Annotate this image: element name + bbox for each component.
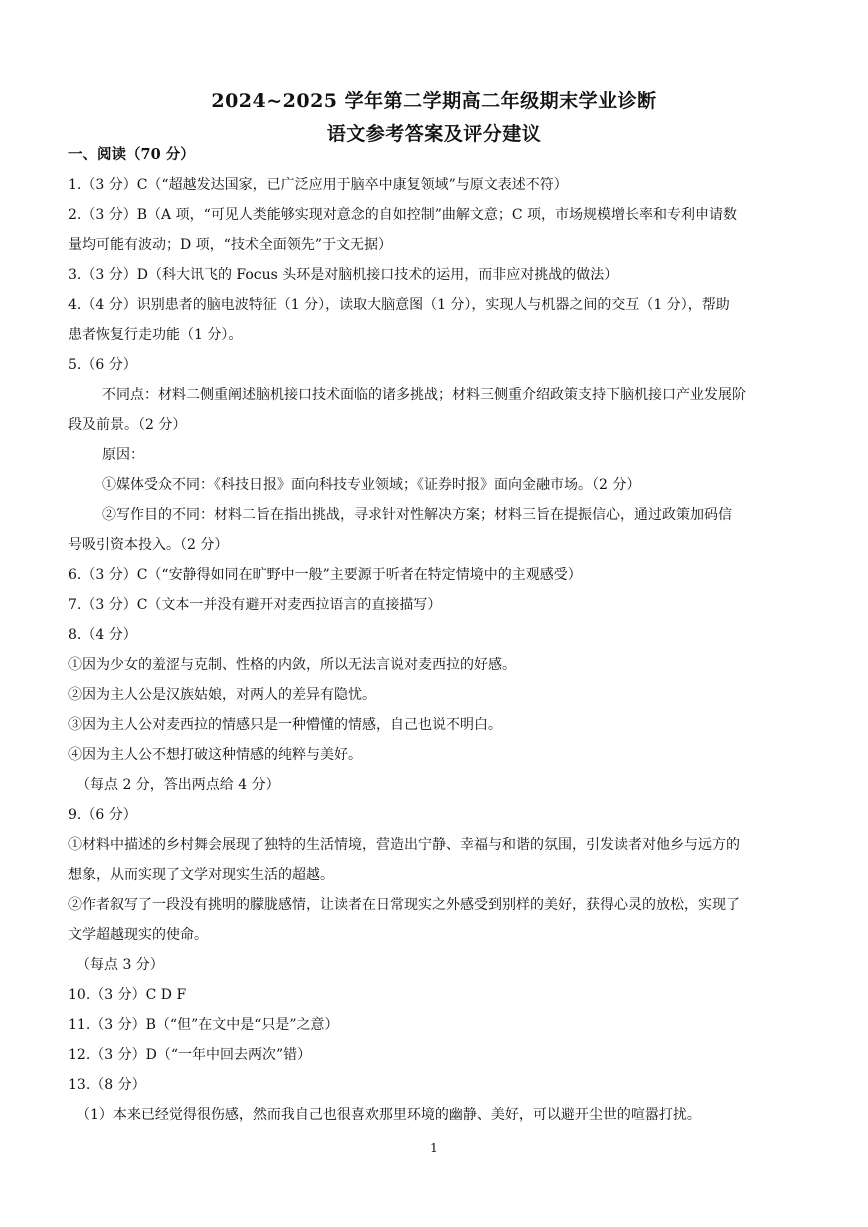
answer-line: ②写作目的不同：材料二旨在指出挑战，寻求针对性解决方案；材料三旨在提振信心，通过政策加码信 [102,507,732,523]
answer-line: 8.（4 分） [68,627,137,643]
answer-line: 9.（6 分） [68,807,137,823]
answer-line: ①媒体受众不同：《科技日报》面向科技专业领域；《证券时报》面向金融市场。（2 分） [102,477,641,493]
answer-line: 3.（3 分）D（科大讯飞的 Focus 头环是对脑机接口技术的运用，而非应对挑战的做法） [68,267,619,283]
answer-line: 12.（3 分）D（“一年中回去两次”错） [68,1047,312,1063]
page-number: 1 [430,1141,438,1155]
answer-line: 患者恢复行走功能（1 分）。 [68,327,243,343]
answer-line: 原因： [102,447,144,463]
answer-line: （每点 3 分） [76,957,164,973]
answer-line: ③因为主人公对麦西拉的情感只是一种懵懂的情感，自己也说不明白。 [68,717,502,733]
answer-line: 10.（3 分）C D F [68,987,187,1003]
section-heading-reading: 一、阅读（70 分） [68,146,195,163]
answer-line: 1.（3 分）C（“超越发达国家，已广泛应用于脑卒中康复领域”与原文表述不符） [68,177,568,193]
answer-line: 量均可能有波动；D 项，“技术全面领先”于文无据） [68,237,392,253]
answer-line: ②作者叙写了一段没有挑明的朦胧感情，让读者在日常现实之外感受到别样的美好，获得心灵的放松，实现了 [68,897,740,913]
answer-line: 想象，从而实现了文学对现实生活的超越。 [68,867,334,883]
answer-line: ①材料中描述的乡村舞会展现了独特的生活情境，营造出宁静、幸福与和谐的氛围，引发读者对他乡与远方的 [68,837,740,853]
answer-line: 段及前景。（2 分） [68,417,187,433]
answer-line: ①因为少女的羞涩与克制、性格的内敛，所以无法言说对麦西拉的好感。 [68,657,516,673]
answer-line: 11.（3 分）B（“但”在文中是“只是”之意） [68,1017,339,1033]
answer-line: 不同点：材料二侧重阐述脑机接口技术面临的诸多挑战；材料三侧重介绍政策支持下脑机接口产业发展阶 [102,387,746,403]
answer-line: 2.（3 分）B（A 项，“可见人类能够实现对意念的自如控制”曲解文意；C 项，市场规模增长率和专利申请数 [68,207,738,223]
answer-line: 4.（4 分）识别患者的脑电波特征（1 分），读取大脑意图（1 分），实现人与机器之间的交互（1 分），帮助 [68,297,730,313]
answer-line: 5.（6 分） [68,357,137,373]
answer-line: 6.（3 分）C（“安静得如同在旷野中一般”主要源于听者在特定情境中的主观感受） [68,567,582,583]
answer-line: 文学超越现实的使命。 [68,927,208,943]
answer-line: 7.（3 分）C（文本一并没有避开对麦西拉语言的直接描写） [68,597,442,613]
answer-line: （1）本来已经觉得很伤感，然而我自己也很喜欢那里环境的幽静、美好，可以避开尘世的喧嚣打扰。 [76,1107,701,1123]
page-title: 2024~2025 学年第二学期高二年级期末学业诊断 [211,90,657,112]
answer-line: 号吸引资本投入。（2 分） [68,537,229,553]
answer-line: ④因为主人公不想打破这种情感的纯粹与美好。 [68,747,362,763]
page-subtitle: 语文参考答案及评分建议 [326,123,542,145]
answer-line: ②因为主人公是汉族姑娘，对两人的差异有隐忧。 [68,687,376,703]
answer-line: 13.（8 分） [68,1077,146,1093]
answer-line: （每点 2 分，答出两点给 4 分） [76,777,280,793]
